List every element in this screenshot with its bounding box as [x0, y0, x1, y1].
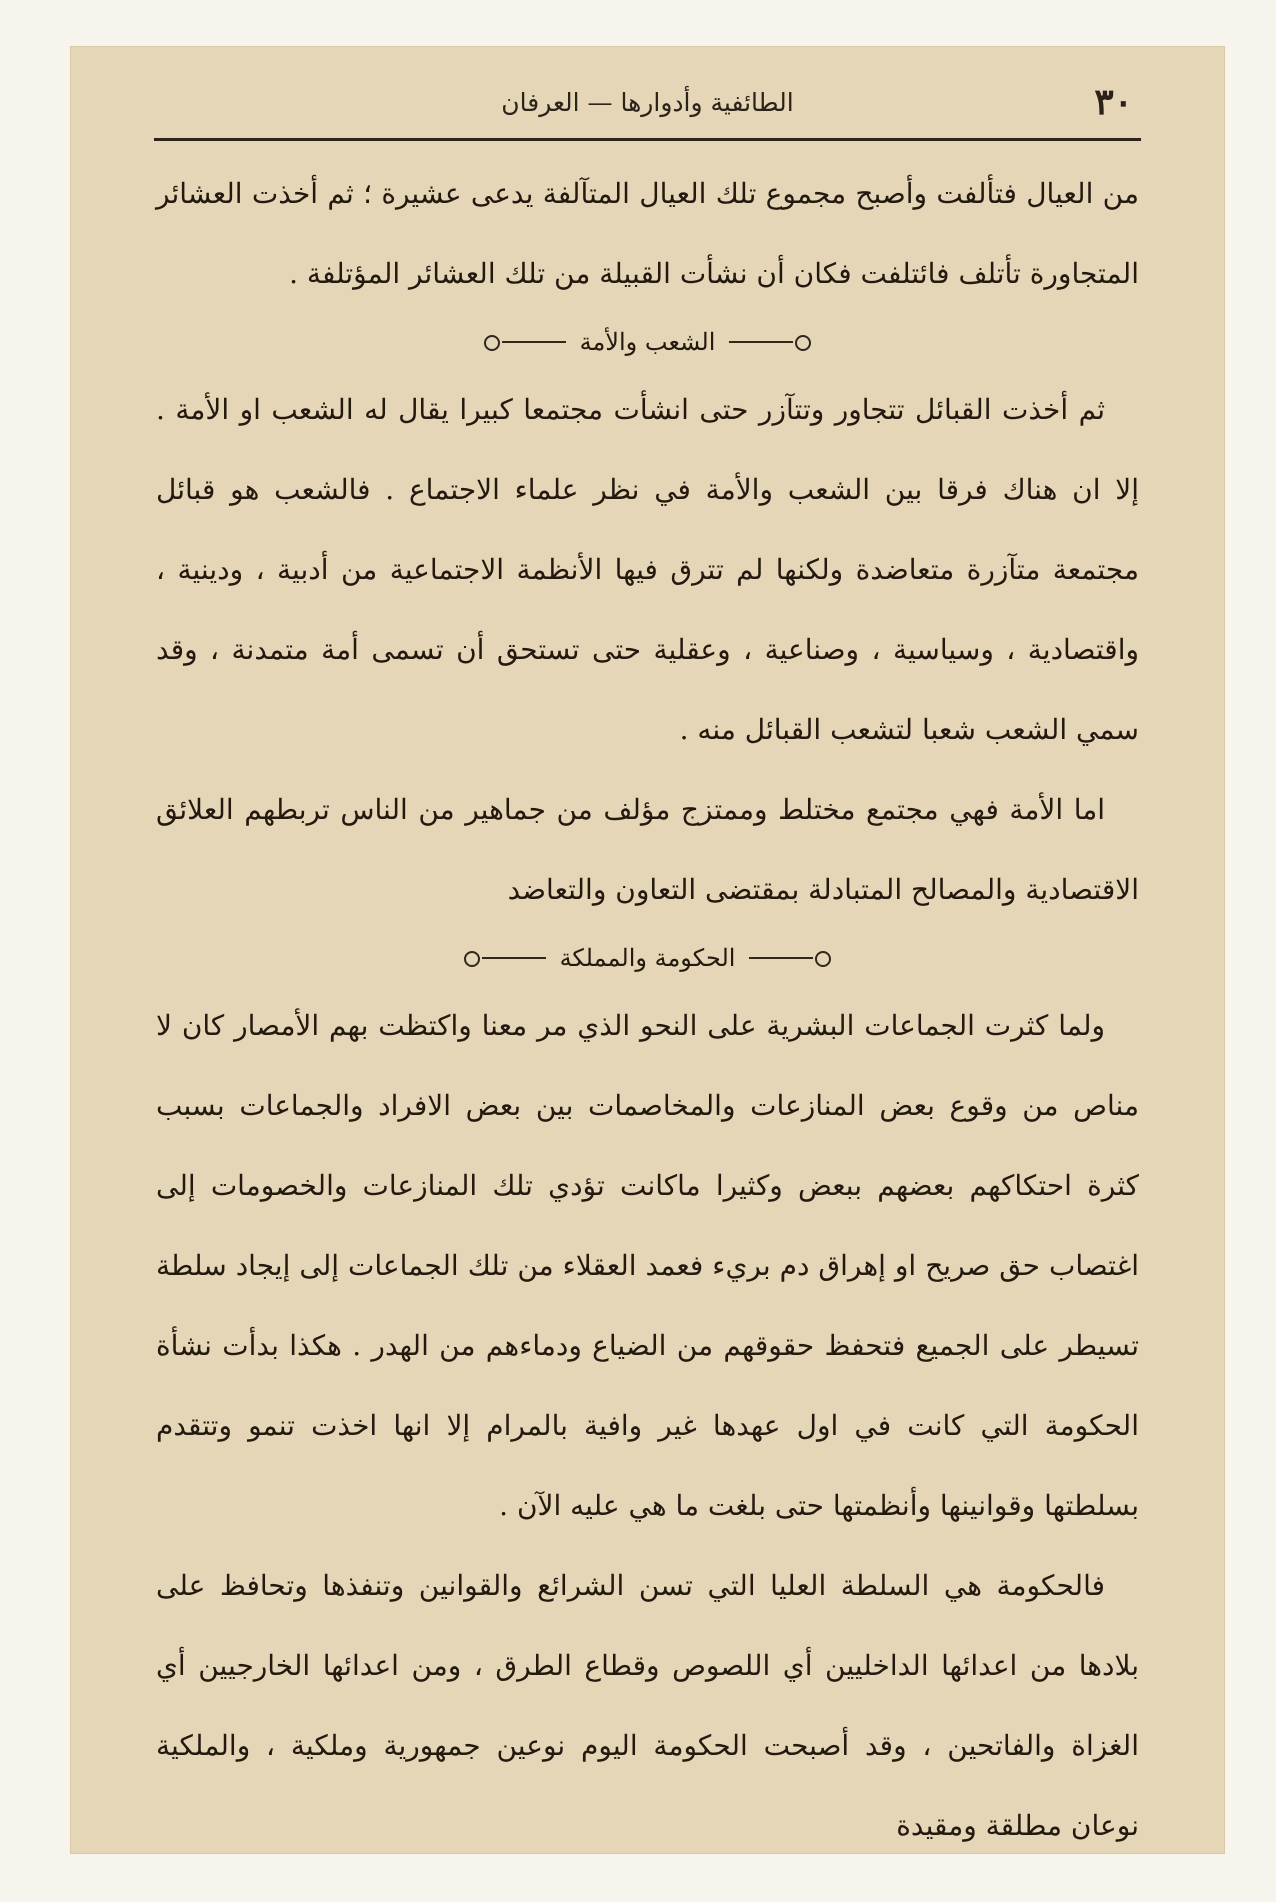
paragraph-2: ثم أخذت القبائل تتجاور وتتآزر حتى انشأت مجتمعا كبيرا يقال له الشعب او الأمة . إلا ان هناك فرقا بين الشعب والأمة في نظر علماء الاجتماع . فالشعب هو قبائل مجتمعة متآزرة متعاضدة ولكنها لم تترق فيها الأنظمة الاجتماعية من أدبية ، ودينية ، واقتصادية ، وسياسية ، وصناعية ، وعقلية حتى تستحق أن تسمى أمة متمدنة ، وقد سمي الشعب شعبا لتشعب القبائل منه . — [156, 393, 1139, 746]
book-page — [70, 46, 1225, 1854]
header-divider — [154, 138, 1141, 141]
section-heading-people-nation — [156, 318, 1139, 366]
section-heading-government-kingdom — [156, 934, 1139, 982]
page-number: ٣٠ — [1094, 81, 1133, 123]
running-title: الطائفية وأدوارها — العرفان — [501, 88, 794, 117]
paragraph-5: فالحكومة هي السلطة العليا التي تسن الشرائع والقوانين وتنفذها وتحافظ على بلادها من اعدائها الداخليين أي اللصوص وقطاع الطرق ، ومن اعدائها الخارجيين أي الغزاة والفاتحين ، وقد أصبحت الحكومة اليوم نوعين جمهورية وملكية ، والملكية نوعان مطلقة ومقيدة — [156, 1569, 1139, 1842]
paragraph-3: اما الأمة فهي مجتمع مختلط وممتزج مؤلف من جماهير من الناس تربطهم العلائق الاقتصادية والمصالح المتبادلة بمقتضى التعاون والتعاضد — [156, 793, 1139, 906]
paragraph-4: ولما كثرت الجماعات البشرية على النحو الذي مر معنا واكتظت بهم الأمصار كان لا مناص من وقوع بعض المنازعات والمخاصمات بين بعض الافراد والجماعات بسبب كثرة احتكاكهم بعضهم ببعض وكثيرا ماكانت تؤدي تلك المنازعات والخصومات إلى اغتصاب حق صريح او إهراق دم بريء فعمد العقلاء من تلك الجماعات إلى إيجاد سلطة تسيطر على الجميع فتحفظ حقوقهم من الضياع ودماءهم من الهدر . هكذا بدأت نشأة الحكومة التي كانت في اول عهدها غير وافية بالمرام إلا انها اخذت تنمو وتتقدم بسلطتها وقوانينها وأنظمتها حتى بلغت ما هي عليه الآن . — [156, 1009, 1140, 1522]
ornament-icon — [729, 333, 811, 351]
ornament-icon — [464, 949, 546, 967]
section-heading-text: الحكومة والمملكة — [559, 944, 736, 972]
section-heading-text: الشعب والأمة — [579, 328, 716, 356]
ornament-icon — [749, 949, 831, 967]
ornament-icon — [484, 333, 566, 351]
page-content — [156, 154, 1139, 1866]
paragraph-1: من العيال فتألفت وأصبح مجموع تلك العيال المتآلفة يدعى عشيرة ؛ ثم أخذت العشائر المتجاورة تأتلف فائتلفت فكان أن نشأت القبيلة من تلك العشائر المؤتلفة . — [156, 177, 1139, 290]
running-header — [162, 80, 1133, 144]
